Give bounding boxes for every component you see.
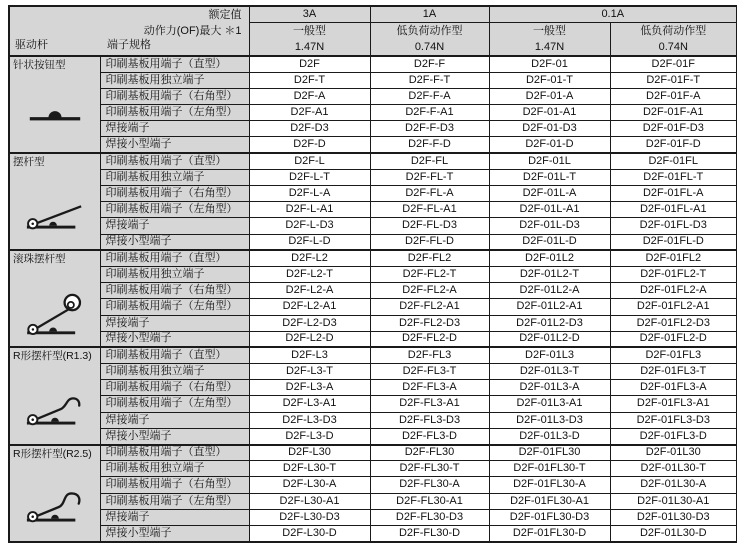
model-number-cell: D2F-L3-A <box>249 380 370 396</box>
table-row <box>9 509 737 525</box>
type-label: 一般型 <box>293 25 326 37</box>
model-number-cell: D2F-FL30-A1 <box>370 493 489 509</box>
table-row <box>9 121 737 137</box>
model-number-cell: D2F-L-A <box>249 186 370 202</box>
model-number-cell: D2F-L2-A <box>249 283 370 299</box>
terminal-type-cell: 印刷基板用独立端子 <box>100 72 249 88</box>
table-row <box>9 428 737 444</box>
terminal-type-cell: 印刷基板用端子（左角型） <box>100 493 249 509</box>
model-number-cell: D2F-FL30-A <box>370 477 489 493</box>
model-number-cell: D2F-L3 <box>249 347 370 363</box>
model-number-cell: D2F-01FL3-A <box>610 380 737 396</box>
model-number-cell: D2F-01FL30-A1 <box>489 493 610 509</box>
model-number-cell: D2F-F-A <box>370 88 489 104</box>
model-number-cell: D2F-FL-D <box>370 234 489 250</box>
model-number-cell: D2F-01FL2-D <box>610 331 737 347</box>
model-number-cell: D2F-01L3-A1 <box>489 396 610 412</box>
model-number-cell: D2F-L3-D <box>249 428 370 444</box>
type-label: 低负荷动作型 <box>640 25 707 37</box>
table-row <box>9 218 737 234</box>
model-number-cell: D2F-FL2 <box>370 250 489 266</box>
table-row <box>9 186 737 202</box>
type-label: 一般型 <box>533 25 566 37</box>
model-number-cell: D2F-FL3-A <box>370 380 489 396</box>
model-number-cell: D2F-01L30-D <box>610 525 737 541</box>
model-number-cell: D2F-F <box>370 56 489 72</box>
pin-plunger-icon <box>10 98 100 130</box>
r-lever-large-icon <box>10 486 100 532</box>
table-row <box>9 461 737 477</box>
model-number-cell: D2F-FL2-T <box>370 266 489 282</box>
model-number-cell: D2F-01L-D <box>489 234 610 250</box>
table-row <box>9 493 737 509</box>
model-number-cell: D2F-FL2-D3 <box>370 315 489 331</box>
force-value: 1.47N <box>294 41 325 53</box>
force-value: 1.47N <box>534 41 565 53</box>
table-row <box>9 72 737 88</box>
table-row <box>9 88 737 104</box>
terminal-type-cell: 印刷基板用端子（右角型） <box>100 477 249 493</box>
model-number-cell: D2F-FL30-D3 <box>370 509 489 525</box>
model-number-cell: D2F-L-A1 <box>249 202 370 218</box>
model-number-cell: D2F-FL-A <box>370 186 489 202</box>
model-number-cell: D2F-01F-T <box>610 72 737 88</box>
model-number-cell: D2F-FL3 <box>370 347 489 363</box>
table-header <box>9 6 737 56</box>
lever-group-cell <box>9 347 100 444</box>
lever-type-label: R形摆杆型(R2.5) <box>13 447 92 460</box>
model-number-cell: D2F-01L30 <box>610 445 737 461</box>
lever-column-label: 驱动杆 <box>15 38 48 51</box>
table-row <box>9 380 737 396</box>
model-number-cell: D2F-01FL <box>610 153 737 169</box>
terminal-type-cell: 焊接端子 <box>100 412 249 428</box>
model-number-cell: D2F-F-A1 <box>370 105 489 121</box>
model-number-cell: D2F-L30 <box>249 445 370 461</box>
amp-header-1a: 1A <box>370 6 489 23</box>
model-number-cell: D2F-FL2-D <box>370 331 489 347</box>
model-number-cell: D2F-FL2-A1 <box>370 299 489 315</box>
model-number-cell: D2F-01FL2-D3 <box>610 315 737 331</box>
model-number-cell: D2F-01FL30-D3 <box>489 509 610 525</box>
model-number-cell: D2F-FL-D3 <box>370 218 489 234</box>
table-row <box>9 283 737 299</box>
header-row-rated <box>9 6 737 23</box>
model-number-cell: D2F-L-D <box>249 234 370 250</box>
lever-type-label: 针状按钮型 <box>13 59 66 71</box>
model-number-cell: D2F-01FL-A <box>610 186 737 202</box>
terminal-type-cell: 焊接小型端子 <box>100 428 249 444</box>
terminal-type-cell: 印刷基板用端子（右角型） <box>100 380 249 396</box>
model-number-cell: D2F <box>249 56 370 72</box>
model-number-cell: D2F-FL2-A <box>370 283 489 299</box>
lever-type-label: 滚珠摆杆型 <box>13 253 66 266</box>
terminal-type-cell: 印刷基板用端子（左角型） <box>100 202 249 218</box>
table-row <box>9 412 737 428</box>
terminal-type-cell: 印刷基板用端子（直型） <box>100 56 249 72</box>
model-number-cell: D2F-A <box>249 88 370 104</box>
model-number-cell: D2F-01 <box>489 56 610 72</box>
force-value: 0.74N <box>658 41 688 53</box>
terminal-type-cell: 焊接端子 <box>100 121 249 137</box>
model-number-cell: D2F-L3-D3 <box>249 412 370 428</box>
model-number-cell: D2F-L2-A1 <box>249 299 370 315</box>
model-number-cell: D2F-01L30-D3 <box>610 509 737 525</box>
type-header-general-0-1a <box>489 23 610 57</box>
model-number-cell: D2F-FL30 <box>370 445 489 461</box>
table-row <box>9 364 737 380</box>
model-number-cell: D2F-01L-D3 <box>489 218 610 234</box>
model-number-cell: D2F-01L30-A <box>610 477 737 493</box>
amp-header-0-1a: 0.1A <box>489 6 737 23</box>
terminal-type-cell: 焊接端子 <box>100 218 249 234</box>
model-number-cell: D2F-01-A <box>489 88 610 104</box>
table-row <box>9 299 737 315</box>
model-number-cell: D2F-L2-D3 <box>249 315 370 331</box>
table-row <box>9 315 737 331</box>
lever-group-cell <box>9 56 100 153</box>
model-number-cell: D2F-01FL2-A1 <box>610 299 737 315</box>
model-number-cell: D2F-D <box>249 137 370 153</box>
terminal-type-cell: 印刷基板用端子（左角型） <box>100 105 249 121</box>
model-number-cell: D2F-L3-A1 <box>249 396 370 412</box>
model-selection-table <box>8 5 737 543</box>
terminal-type-cell: 焊接端子 <box>100 315 249 331</box>
force-value: 0.74N <box>414 41 445 53</box>
model-number-cell: D2F-F-D <box>370 137 489 153</box>
model-number-cell: D2F-01FL3-T <box>610 364 737 380</box>
model-number-cell: D2F-L2 <box>249 250 370 266</box>
terminal-type-cell: 印刷基板用端子（直型） <box>100 153 249 169</box>
model-number-cell: D2F-01FL-D3 <box>610 218 737 234</box>
model-number-cell: D2F-01FL30 <box>489 445 610 461</box>
model-number-cell: D2F-01FL2-A <box>610 283 737 299</box>
terminal-column-label: 端子规格 <box>107 38 151 51</box>
model-number-cell: D2F-FL <box>370 153 489 169</box>
table-body <box>9 56 737 542</box>
type-label: 低负荷动作型 <box>396 25 463 37</box>
model-number-cell: D2F-01-T <box>489 72 610 88</box>
model-number-cell: D2F-L30-D3 <box>249 509 370 525</box>
model-number-cell: D2F-01F-D <box>610 137 737 153</box>
model-number-cell: D2F-L30-A <box>249 477 370 493</box>
model-number-cell: D2F-01L2-D3 <box>489 315 610 331</box>
model-number-cell: D2F-FL-A1 <box>370 202 489 218</box>
model-number-cell: D2F-01F <box>610 56 737 72</box>
model-number-cell: D2F-01L3 <box>489 347 610 363</box>
table-row <box>9 153 737 169</box>
model-number-cell: D2F-L30-D <box>249 525 370 541</box>
lever-group-cell <box>9 153 100 250</box>
terminal-type-cell: 焊接小型端子 <box>100 137 249 153</box>
terminal-type-cell: 印刷基板用端子（直型） <box>100 250 249 266</box>
model-number-cell: D2F-FL-T <box>370 169 489 185</box>
model-number-cell: D2F-FL30-T <box>370 461 489 477</box>
table-row <box>9 331 737 347</box>
terminal-type-cell: 焊接小型端子 <box>100 234 249 250</box>
table-row <box>9 250 737 266</box>
model-number-cell: D2F-01L3-D <box>489 428 610 444</box>
model-number-cell: D2F-D3 <box>249 121 370 137</box>
model-number-cell: D2F-01L2 <box>489 250 610 266</box>
model-number-cell: D2F-FL3-T <box>370 364 489 380</box>
model-number-cell: D2F-01L2-D <box>489 331 610 347</box>
model-number-cell: D2F-01FL-D <box>610 234 737 250</box>
table-row <box>9 266 737 282</box>
model-number-cell: D2F-01FL-A1 <box>610 202 737 218</box>
terminal-type-cell: 印刷基板用端子（右角型） <box>100 186 249 202</box>
lever-type-label: 摆杆型 <box>13 156 45 169</box>
model-number-cell: D2F-01FL30-A <box>489 477 610 493</box>
model-number-cell: D2F-01-A1 <box>489 105 610 121</box>
terminal-type-cell: 印刷基板用端子（左角型） <box>100 299 249 315</box>
type-header-lowload-1a <box>370 23 489 57</box>
table-row <box>9 137 737 153</box>
model-number-cell: D2F-FL30-D <box>370 525 489 541</box>
header-corner <box>9 6 249 56</box>
model-number-cell: D2F-F-D3 <box>370 121 489 137</box>
model-number-cell: D2F-01FL3-D3 <box>610 412 737 428</box>
table-row <box>9 347 737 363</box>
terminal-type-cell: 印刷基板用端子（右角型） <box>100 283 249 299</box>
lever-group-cell <box>9 250 100 347</box>
model-number-cell: D2F-01L-A <box>489 186 610 202</box>
model-number-cell: D2F-01L2-A1 <box>489 299 610 315</box>
terminal-type-cell: 焊接端子 <box>100 509 249 525</box>
terminal-type-cell: 印刷基板用端子（右角型） <box>100 88 249 104</box>
model-number-cell: D2F-01L-A1 <box>489 202 610 218</box>
table-row <box>9 169 737 185</box>
terminal-type-cell: 焊接小型端子 <box>100 331 249 347</box>
model-number-cell: D2F-L-D3 <box>249 218 370 234</box>
model-number-cell: D2F-01L2-A <box>489 283 610 299</box>
model-number-cell: D2F-01FL3-D <box>610 428 737 444</box>
model-number-cell: D2F-01F-A <box>610 88 737 104</box>
model-number-cell: D2F-L30-T <box>249 461 370 477</box>
model-number-cell: D2F-L2-T <box>249 266 370 282</box>
model-number-cell: D2F-L3-T <box>249 364 370 380</box>
model-number-cell: D2F-01F-D3 <box>610 121 737 137</box>
amp-header-3a: 3A <box>249 6 370 23</box>
table-row <box>9 477 737 493</box>
model-number-cell: D2F-T <box>249 72 370 88</box>
model-number-cell: D2F-A1 <box>249 105 370 121</box>
terminal-type-cell: 印刷基板用独立端子 <box>100 266 249 282</box>
model-number-cell: D2F-01L30-T <box>610 461 737 477</box>
terminal-type-cell: 印刷基板用独立端子 <box>100 364 249 380</box>
model-number-cell: D2F-01FL3-A1 <box>610 396 737 412</box>
rated-value-label: 额定值 <box>208 9 242 21</box>
hinge-lever-icon <box>10 195 100 239</box>
model-number-cell: D2F-FL3-D <box>370 428 489 444</box>
model-number-cell: D2F-01FL2-T <box>610 266 737 282</box>
model-number-cell: D2F-01FL30-D <box>489 525 610 541</box>
roller-lever-icon <box>10 292 100 344</box>
model-number-cell: D2F-F-T <box>370 72 489 88</box>
model-number-cell: D2F-01FL3 <box>610 347 737 363</box>
table-row <box>9 525 737 541</box>
terminal-type-cell: 印刷基板用端子（左角型） <box>100 396 249 412</box>
table-row <box>9 56 737 72</box>
operating-force-label: 动作力(OF)最大 ＊1 <box>143 25 242 37</box>
table-row <box>9 105 737 121</box>
model-number-cell: D2F-L2-D <box>249 331 370 347</box>
model-number-cell: D2F-01L2-T <box>489 266 610 282</box>
model-number-cell: D2F-01L3-T <box>489 364 610 380</box>
model-number-cell: D2F-FL3-A1 <box>370 396 489 412</box>
model-number-cell: D2F-01FL-T <box>610 169 737 185</box>
terminal-type-cell: 印刷基板用独立端子 <box>100 461 249 477</box>
model-number-cell: D2F-01F-A1 <box>610 105 737 121</box>
terminal-type-cell: 焊接小型端子 <box>100 525 249 541</box>
model-number-cell: D2F-01FL2 <box>610 250 737 266</box>
model-number-cell: D2F-01L3-A <box>489 380 610 396</box>
model-number-cell: D2F-L-T <box>249 169 370 185</box>
model-number-cell: D2F-01L <box>489 153 610 169</box>
terminal-type-cell: 印刷基板用端子（直型） <box>100 445 249 461</box>
lever-type-label: R形摆杆型(R1.3) <box>13 350 92 363</box>
model-number-cell: D2F-L <box>249 153 370 169</box>
model-number-cell: D2F-01L3-D3 <box>489 412 610 428</box>
type-header-lowload-0-1a <box>610 23 737 57</box>
model-number-cell: D2F-01L30-A1 <box>610 493 737 509</box>
type-header-general-3a <box>249 23 370 57</box>
model-number-cell: D2F-L30-A1 <box>249 493 370 509</box>
table-row <box>9 396 737 412</box>
model-number-cell: D2F-01L-T <box>489 169 610 185</box>
terminal-type-cell: 印刷基板用独立端子 <box>100 169 249 185</box>
model-number-cell: D2F-01FL30-T <box>489 461 610 477</box>
terminal-type-cell: 印刷基板用端子（直型） <box>100 347 249 363</box>
model-number-cell: D2F-FL3-D3 <box>370 412 489 428</box>
table-row <box>9 202 737 218</box>
model-number-cell: D2F-01-D <box>489 137 610 153</box>
table-row <box>9 445 737 461</box>
lever-group-cell <box>9 445 100 542</box>
r-lever-small-icon <box>10 389 100 435</box>
model-number-cell: D2F-01-D3 <box>489 121 610 137</box>
table-row <box>9 234 737 250</box>
